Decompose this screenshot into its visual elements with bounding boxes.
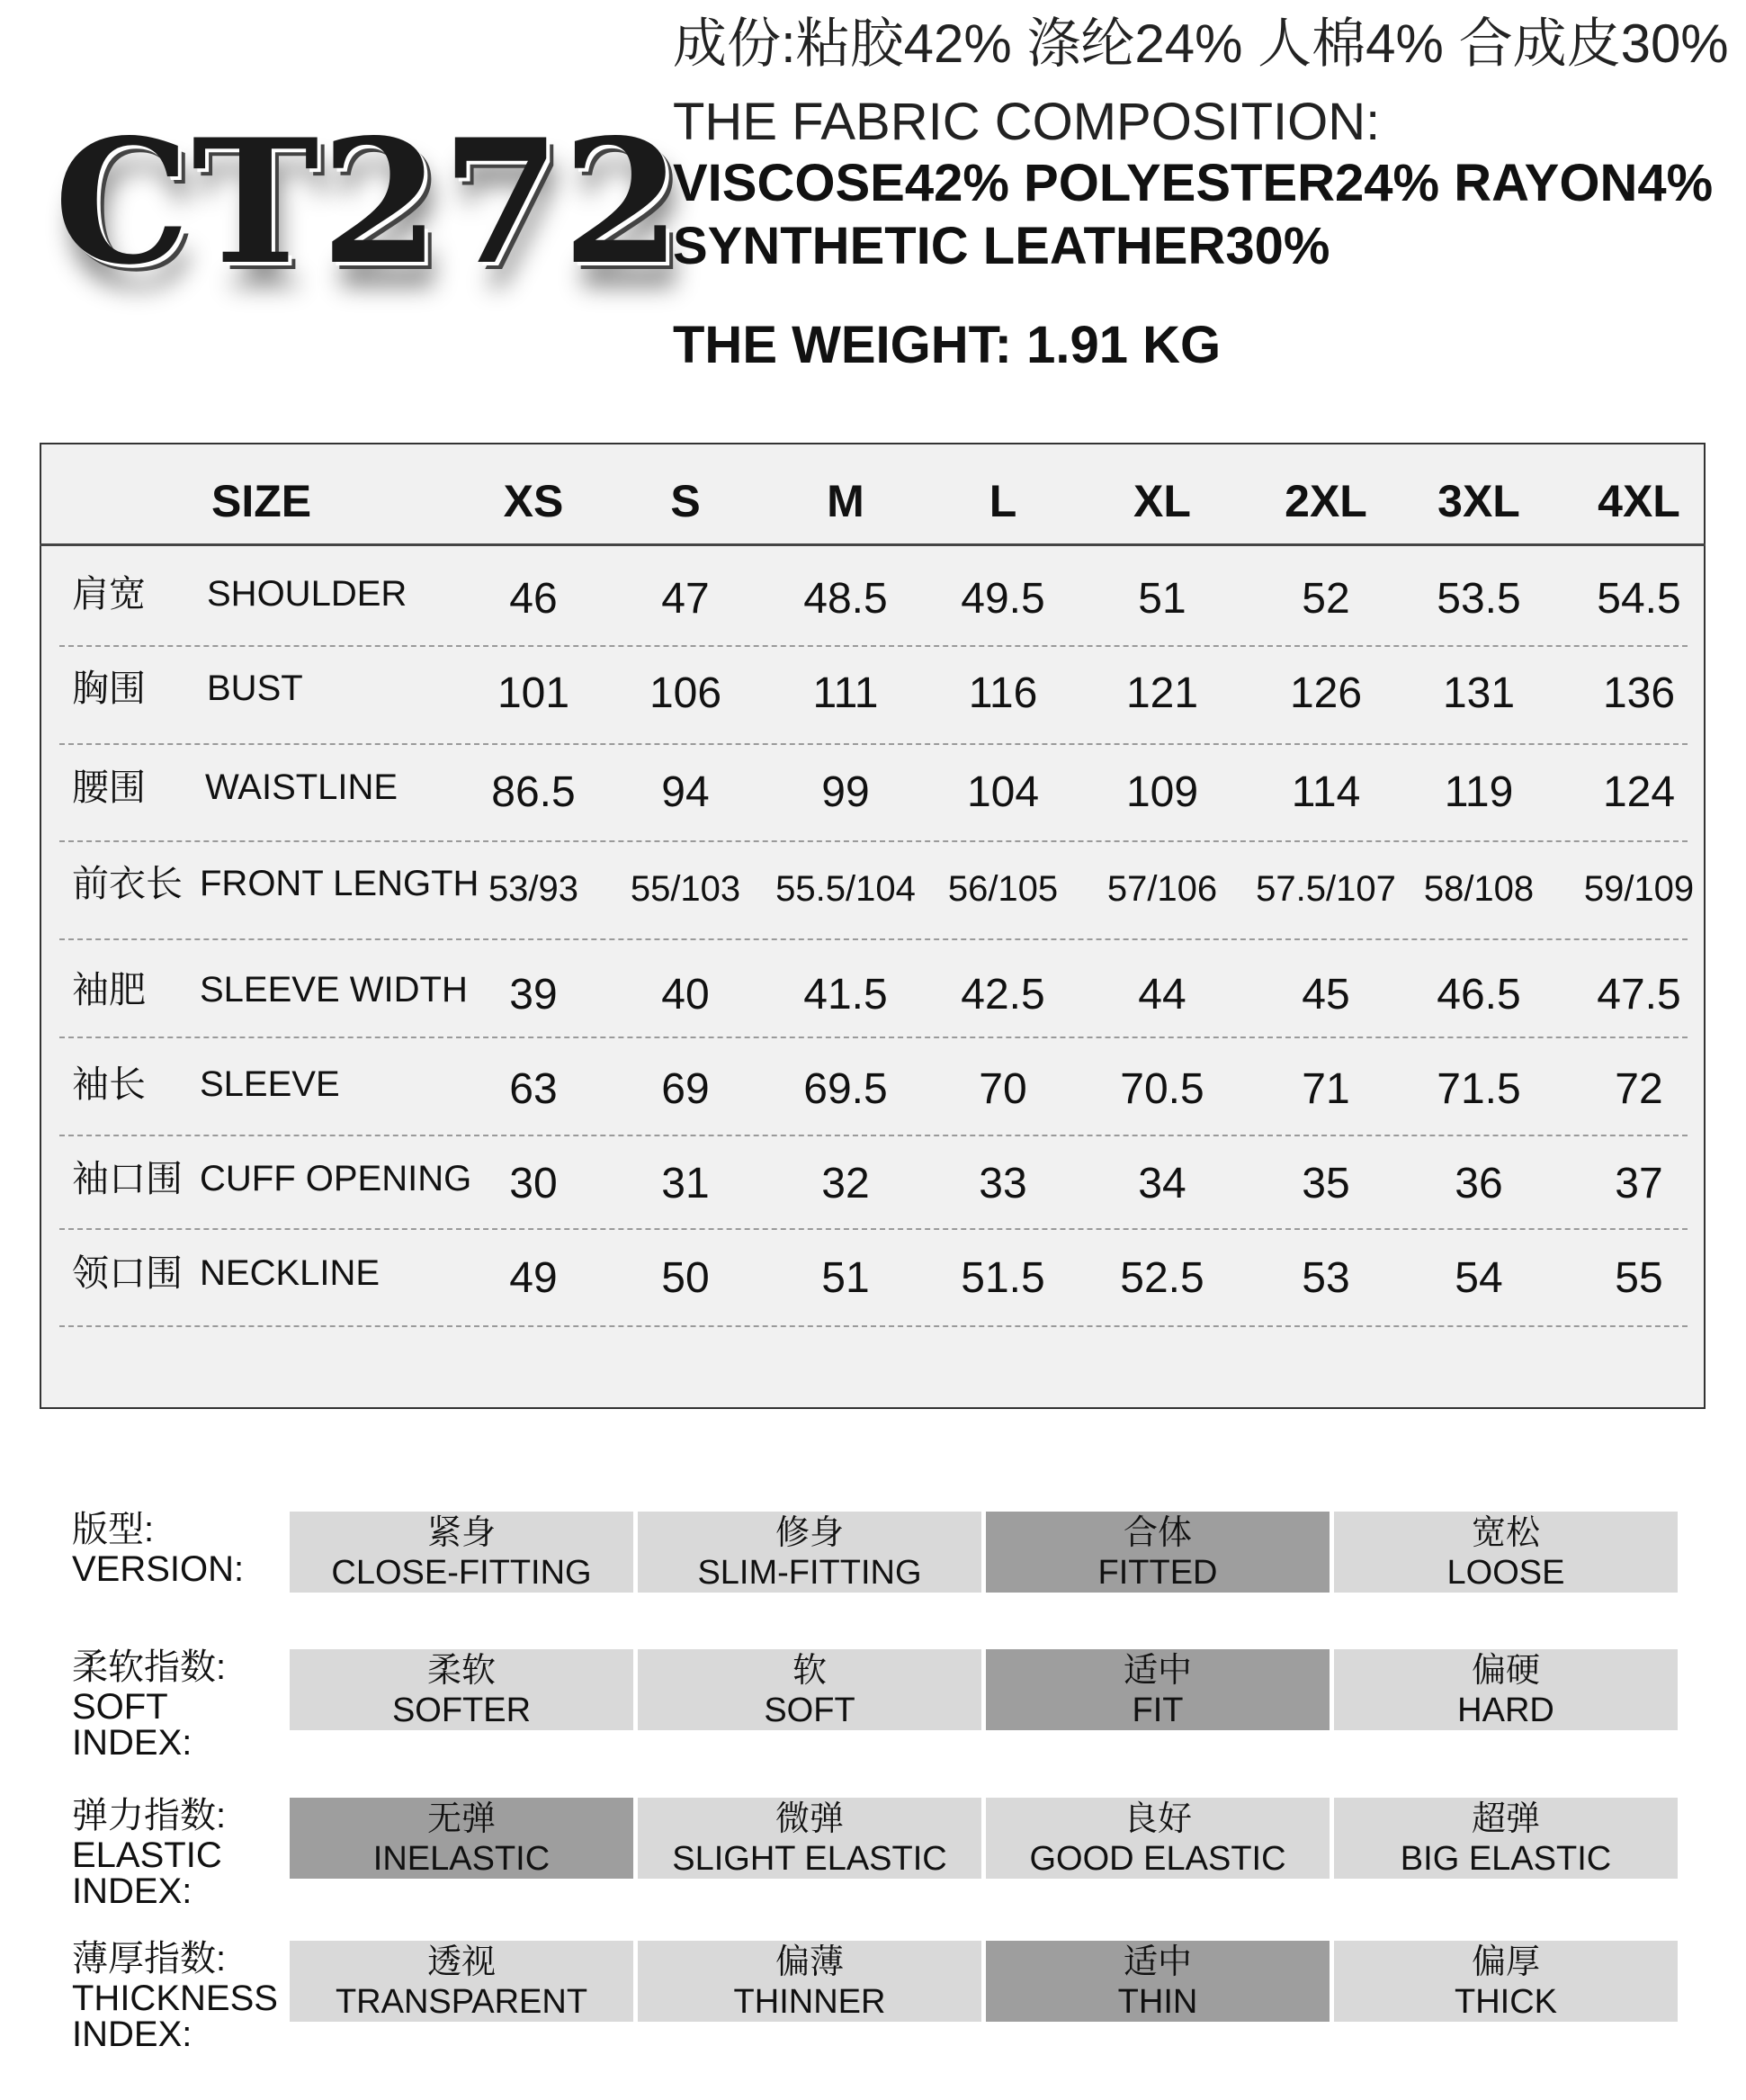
size-table-cell: 49.5 bbox=[961, 575, 1045, 623]
attribute-option-en: GOOD ELASTIC bbox=[1029, 1840, 1286, 1878]
size-table-cell: 37 bbox=[1615, 1160, 1663, 1207]
row-label-cn: 前衣长 bbox=[72, 863, 183, 904]
attribute-label-en: ELASTIC bbox=[72, 1835, 222, 1875]
attribute-option-cn: 偏厚 bbox=[1471, 1943, 1540, 1981]
size-table-cell: 109 bbox=[1125, 768, 1199, 816]
size-table-cell: 136 bbox=[1602, 669, 1676, 717]
attribute-option-cn: 偏薄 bbox=[775, 1943, 844, 1981]
row-divider bbox=[59, 743, 1688, 745]
size-header-3xl: 3XL bbox=[1437, 476, 1520, 526]
size-table-cell: 69.5 bbox=[803, 1065, 888, 1113]
size-table-cell: 41.5 bbox=[803, 971, 888, 1019]
attribute-option bbox=[1334, 1798, 1678, 1879]
attribute-option-en: SLIM-FITTING bbox=[697, 1554, 922, 1592]
row-label-en: SLEEVE WIDTH bbox=[200, 970, 468, 1010]
row-divider bbox=[59, 1228, 1688, 1230]
size-table-cell: 32 bbox=[821, 1160, 870, 1207]
size-table-cell: 55 bbox=[1615, 1254, 1663, 1302]
size-table-cell: 53.5 bbox=[1437, 575, 1521, 623]
size-table-cell: 52 bbox=[1302, 575, 1350, 623]
attribute-option-en: SOFT bbox=[764, 1692, 855, 1729]
size-table-cell: 49 bbox=[509, 1254, 558, 1302]
attribute-option bbox=[638, 1512, 981, 1593]
attribute-option-cn: 合体 bbox=[1123, 1514, 1192, 1552]
size-table-cell: 55/103 bbox=[630, 869, 741, 909]
size-table-cell: 119 bbox=[1444, 768, 1514, 816]
size-table-cell: 51 bbox=[1138, 575, 1186, 623]
size-table-cell: 70 bbox=[979, 1065, 1027, 1113]
row-divider bbox=[59, 1135, 1688, 1136]
size-table-cell: 34 bbox=[1138, 1160, 1186, 1207]
attribute-label-en: INDEX: bbox=[72, 1723, 193, 1763]
attribute-option-cn: 超弹 bbox=[1471, 1800, 1540, 1838]
size-table-cell: 54.5 bbox=[1597, 575, 1681, 623]
attribute-label-en: VERSION: bbox=[72, 1549, 245, 1589]
attribute-option-cn: 紧身 bbox=[426, 1514, 496, 1552]
size-table-cell: 53 bbox=[1302, 1254, 1350, 1302]
attribute-label-cn: 弹力指数: bbox=[72, 1796, 227, 1835]
row-label-en: BUST bbox=[207, 669, 303, 708]
size-table-cell: 59/109 bbox=[1583, 869, 1695, 909]
attribute-label-cn: 薄厚指数: bbox=[72, 1939, 227, 1979]
attribute-option-cn: 微弹 bbox=[775, 1800, 844, 1838]
size-header-l: L bbox=[989, 476, 1017, 526]
size-table-cell: 131 bbox=[1442, 669, 1516, 717]
size-table-cell: 57/106 bbox=[1106, 869, 1218, 909]
row-label-en: WAISTLINE bbox=[205, 767, 398, 807]
row-divider bbox=[59, 938, 1688, 940]
attribute-option-en: CLOSE-FITTING bbox=[331, 1554, 592, 1592]
size-table-cell: 47.5 bbox=[1597, 971, 1681, 1019]
size-header-2xl: 2XL bbox=[1285, 476, 1367, 526]
attribute-option-cn: 无弹 bbox=[426, 1800, 496, 1838]
size-table-header-divider bbox=[40, 543, 1706, 546]
row-label-en: NECKLINE bbox=[200, 1253, 381, 1293]
size-table-cell: 121 bbox=[1125, 669, 1199, 717]
fabric-composition-line-1: VISCOSE42% POLYESTER24% RAYON4% bbox=[673, 154, 1714, 212]
row-divider bbox=[59, 1325, 1688, 1327]
row-label-en: FRONT LENGTH bbox=[200, 864, 479, 903]
size-table-cell: 71.5 bbox=[1437, 1065, 1521, 1113]
size-table-cell: 51.5 bbox=[961, 1254, 1045, 1302]
size-table-cell: 44 bbox=[1138, 971, 1186, 1019]
size-header-label: SIZE bbox=[211, 476, 312, 526]
attribute-option-en: FIT bbox=[1132, 1692, 1184, 1729]
attribute-option bbox=[986, 1941, 1330, 2022]
size-table-cell: 42.5 bbox=[961, 971, 1045, 1019]
size-table-cell: 124 bbox=[1602, 768, 1676, 816]
attribute-option bbox=[638, 1798, 981, 1879]
attribute-option-cn: 柔软 bbox=[426, 1652, 496, 1690]
row-label-cn: 袖肥 bbox=[72, 969, 146, 1010]
size-table-cell: 30 bbox=[509, 1160, 558, 1207]
attribute-option-cn: 偏硬 bbox=[1471, 1652, 1540, 1690]
row-label-en: CUFF OPENING bbox=[200, 1159, 472, 1198]
size-table-cell: 46.5 bbox=[1437, 971, 1521, 1019]
fabric-composition-title: THE FABRIC COMPOSITION: bbox=[673, 93, 1381, 151]
size-table-cell: 94 bbox=[661, 768, 710, 816]
size-table-cell: 57.5/107 bbox=[1256, 869, 1396, 909]
row-label-en: SLEEVE bbox=[200, 1064, 340, 1104]
attribute-option-cn: 适中 bbox=[1123, 1652, 1192, 1690]
attribute-option-en: FITTED bbox=[1097, 1554, 1218, 1592]
attribute-option bbox=[1334, 1512, 1678, 1593]
attribute-label-en: INDEX: bbox=[72, 2015, 193, 2054]
attribute-option bbox=[1334, 1941, 1678, 2022]
size-table-cell: 101 bbox=[497, 669, 570, 717]
size-table-cell: 104 bbox=[966, 768, 1040, 816]
attribute-option-en: THIN bbox=[1117, 1983, 1198, 2021]
size-table-cell: 31 bbox=[661, 1160, 710, 1207]
size-table-cell: 36 bbox=[1455, 1160, 1503, 1207]
size-table-cell: 71 bbox=[1302, 1065, 1350, 1113]
size-table-cell: 53/93 bbox=[488, 869, 579, 909]
size-table-cell: 99 bbox=[821, 768, 870, 816]
size-table-cell: 50 bbox=[661, 1254, 710, 1302]
size-header-m: M bbox=[827, 476, 864, 526]
attribute-option bbox=[290, 1649, 633, 1730]
row-label-cn: 袖长 bbox=[72, 1063, 146, 1105]
row-divider bbox=[59, 1037, 1688, 1038]
size-table-cell: 69 bbox=[661, 1065, 710, 1113]
attribute-option-cn: 宽松 bbox=[1471, 1514, 1540, 1552]
size-table-cell: 126 bbox=[1289, 669, 1363, 717]
attribute-label-en: THICKNESS bbox=[72, 1979, 278, 2018]
size-table-cell: 47 bbox=[661, 575, 710, 623]
size-table-cell: 33 bbox=[979, 1160, 1027, 1207]
size-table-cell: 51 bbox=[821, 1254, 870, 1302]
fabric-composition-line-2: SYNTHETIC LEATHER30% bbox=[673, 217, 1330, 275]
attribute-label-cn: 柔软指数: bbox=[72, 1647, 227, 1687]
size-table-cell: 56/105 bbox=[947, 869, 1059, 909]
attribute-option-en: TRANSPARENT bbox=[335, 1983, 588, 2021]
attribute-option bbox=[290, 1512, 633, 1593]
size-table-cell: 58/108 bbox=[1423, 869, 1535, 909]
attribute-option bbox=[986, 1649, 1330, 1730]
attribute-option-en: THICK bbox=[1455, 1983, 1557, 2021]
attribute-option bbox=[290, 1941, 633, 2022]
attribute-option-cn: 修身 bbox=[775, 1514, 844, 1552]
attribute-option-en: INELASTIC bbox=[372, 1840, 551, 1878]
size-table-cell: 40 bbox=[661, 971, 710, 1019]
attribute-option-cn: 良好 bbox=[1123, 1800, 1192, 1838]
size-table-cell: 116 bbox=[968, 669, 1038, 717]
attribute-option bbox=[638, 1941, 981, 2022]
row-label-en: SHOULDER bbox=[207, 574, 407, 614]
attribute-option-cn: 透视 bbox=[426, 1943, 496, 1981]
size-table-cell: 72 bbox=[1615, 1065, 1663, 1113]
attribute-option bbox=[986, 1512, 1330, 1593]
size-table-cell: 70.5 bbox=[1120, 1065, 1204, 1113]
size-header-xs: XS bbox=[503, 476, 564, 526]
attribute-option bbox=[638, 1649, 981, 1730]
attribute-option-cn: 软 bbox=[792, 1652, 827, 1690]
attribute-option-cn: 适中 bbox=[1123, 1943, 1192, 1981]
size-table-cell: 46 bbox=[509, 575, 558, 623]
row-label-cn: 袖口围 bbox=[72, 1158, 183, 1199]
weight-label: THE WEIGHT: 1.91 KG bbox=[673, 316, 1222, 374]
product-code-logo: CT272 bbox=[54, 102, 684, 302]
attribute-option bbox=[986, 1798, 1330, 1879]
size-table-cell: 106 bbox=[649, 669, 722, 717]
size-header-xl: XL bbox=[1133, 476, 1191, 526]
composition-cn: 成份:粘胶42% 涤纶24% 人棉4% 合成皮30% bbox=[673, 13, 1729, 74]
row-label-cn: 肩宽 bbox=[72, 573, 146, 615]
attribute-option-en: SOFTER bbox=[391, 1692, 532, 1729]
attribute-option-en: BIG ELASTIC bbox=[1400, 1840, 1612, 1878]
attribute-option-en: LOOSE bbox=[1446, 1554, 1565, 1592]
size-table-cell: 55.5/104 bbox=[775, 869, 916, 909]
attribute-option bbox=[290, 1798, 633, 1879]
row-label-cn: 领口围 bbox=[72, 1252, 183, 1294]
attribute-label-en: INDEX: bbox=[72, 1871, 193, 1911]
attribute-label-en: SOFT bbox=[72, 1687, 168, 1727]
attribute-option-en: HARD bbox=[1457, 1692, 1554, 1729]
size-table-cell: 54 bbox=[1455, 1254, 1503, 1302]
size-header-s: S bbox=[670, 476, 701, 526]
size-table-cell: 35 bbox=[1302, 1160, 1350, 1207]
attribute-label-cn: 版型: bbox=[72, 1510, 155, 1549]
size-table-cell: 39 bbox=[509, 971, 558, 1019]
size-table-cell: 48.5 bbox=[803, 575, 888, 623]
attribute-option-en: THINNER bbox=[733, 1983, 886, 2021]
size-table-cell: 63 bbox=[509, 1065, 558, 1113]
row-label-cn: 胸围 bbox=[72, 668, 146, 709]
row-divider bbox=[59, 840, 1688, 842]
size-header-4xl: 4XL bbox=[1598, 476, 1680, 526]
size-table-cell: 114 bbox=[1291, 768, 1361, 816]
size-table-cell: 45 bbox=[1302, 971, 1350, 1019]
attribute-option bbox=[1334, 1649, 1678, 1730]
size-table-cell: 52.5 bbox=[1120, 1254, 1204, 1302]
size-table-cell: 86.5 bbox=[491, 768, 576, 816]
row-divider bbox=[59, 645, 1688, 647]
row-label-cn: 腰围 bbox=[72, 767, 146, 808]
size-table-cell: 111 bbox=[812, 669, 879, 717]
attribute-option-en: SLIGHT ELASTIC bbox=[672, 1840, 947, 1878]
